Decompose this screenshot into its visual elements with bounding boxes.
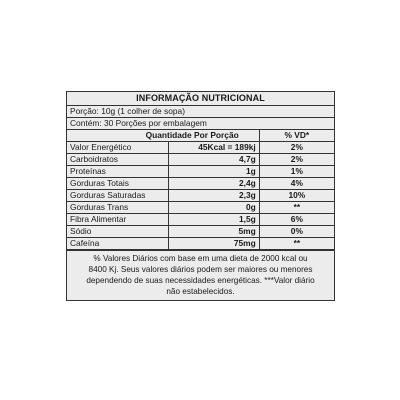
nutrient-name: Cafeína <box>67 238 168 250</box>
nutrient-vd: 10% <box>259 190 334 202</box>
nutrient-vd: 1% <box>259 166 334 178</box>
table-row <box>67 238 334 250</box>
table-row <box>67 154 334 166</box>
nutrient-amount: 2,4g <box>168 178 259 190</box>
nutrient-vd: ** <box>259 202 334 214</box>
daily-value-footnote <box>67 250 334 300</box>
nutrition-table <box>67 129 334 250</box>
nutrient-name: Sódio <box>67 226 168 238</box>
table-row <box>67 142 334 154</box>
nutrient-name: Gorduras Trans <box>67 202 168 214</box>
table-row <box>67 226 334 238</box>
nutrient-vd: 4% <box>259 178 334 190</box>
nutrient-name: Carboidratos <box>67 154 168 166</box>
nutrient-amount: 75mg <box>168 238 259 250</box>
nutrient-name: Proteínas <box>67 166 168 178</box>
footnote-line: não estabelecidos. <box>166 287 235 296</box>
nutrient-amount: 4,7g <box>168 154 259 166</box>
nutrient-vd: 0% <box>259 226 334 238</box>
header-quantity: Quantidade Por Porção <box>67 130 259 142</box>
table-header-row <box>67 130 334 142</box>
table-row <box>67 178 334 190</box>
nutrient-amount: 0g <box>168 202 259 214</box>
nutrient-amount: 1g <box>168 166 259 178</box>
portion-info: Porção: 10g (1 colher de sopa) <box>67 106 334 118</box>
header-vd: % VD* <box>259 130 334 142</box>
table-row <box>67 190 334 202</box>
nutrition-facts-label <box>66 91 335 301</box>
footnote-line: % Valores Diários com base em uma dieta de 2000 kcal ou <box>93 254 308 263</box>
footnote-line: dependendo de suas necessidades energéticas. ***Valor diário <box>86 276 315 285</box>
nutrient-name: Valor Energético <box>67 142 168 154</box>
table-row <box>67 202 334 214</box>
label-title: INFORMAÇÃO NUTRICIONAL <box>67 92 334 106</box>
nutrient-amount: 1,5g <box>168 214 259 226</box>
nutrient-vd: 2% <box>259 142 334 154</box>
nutrient-vd: 6% <box>259 214 334 226</box>
servings-info: Contém: 30 Porções por embalagem <box>70 118 207 128</box>
nutrient-amount: 5mg <box>168 226 259 238</box>
nutrient-amount: 2,3g <box>168 190 259 202</box>
nutrient-name: Gorduras Saturadas <box>67 190 168 202</box>
nutrient-vd: 2% <box>259 154 334 166</box>
table-row <box>67 166 334 178</box>
nutrient-vd: ** <box>259 238 334 250</box>
footnote-line: 8400 Kj. Seus valores diários podem ser maiores ou menores <box>88 265 313 274</box>
nutrient-name: Gorduras Totais <box>67 178 168 190</box>
table-row <box>67 214 334 226</box>
nutrient-name: Fibra Alimentar <box>67 214 168 226</box>
nutrient-amount: 45Kcal = 189kj <box>168 142 259 154</box>
